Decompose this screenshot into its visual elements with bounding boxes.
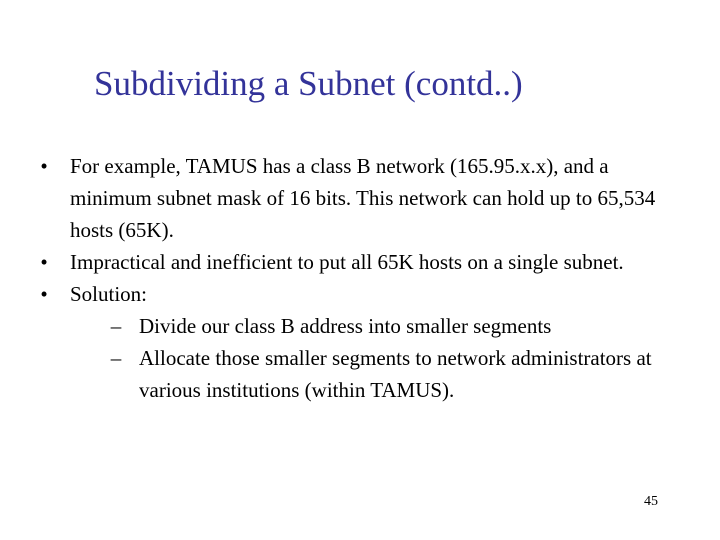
bullet-text-3: Solution: bbox=[70, 282, 148, 306]
dash-icon: – bbox=[110, 346, 122, 370]
bullet-item-1 bbox=[32, 150, 692, 246]
slide-body bbox=[32, 150, 692, 406]
bullet-item-3 bbox=[32, 278, 692, 310]
bullet-text-2: Impractical and inefficient to put all 65K hosts on a single subnet. bbox=[70, 250, 624, 274]
bullet-item-2 bbox=[32, 246, 692, 278]
slide-title: Subdividing a Subnet (contd..) bbox=[94, 64, 523, 103]
sub-bullet-item-2 bbox=[70, 342, 692, 406]
bullet-icon: • bbox=[40, 282, 48, 306]
sub-bullet-item-1 bbox=[70, 310, 692, 342]
bullet-icon: • bbox=[40, 154, 48, 178]
page-number: 45 bbox=[644, 494, 658, 509]
sub-bullet-text-1: Divide our class B address into smaller segments bbox=[139, 314, 552, 338]
bullet-icon: • bbox=[40, 250, 48, 274]
sub-bullet-text-2: Allocate those smaller segments to network administrators at various institutions (within TAMUS). bbox=[139, 346, 652, 402]
dash-icon: – bbox=[110, 314, 122, 338]
bullet-text-1: For example, TAMUS has a class B network (165.95.x.x), and a minimum subnet mask of 16 bits. This network can hold up to 65,534 hosts (65K). bbox=[70, 154, 656, 242]
